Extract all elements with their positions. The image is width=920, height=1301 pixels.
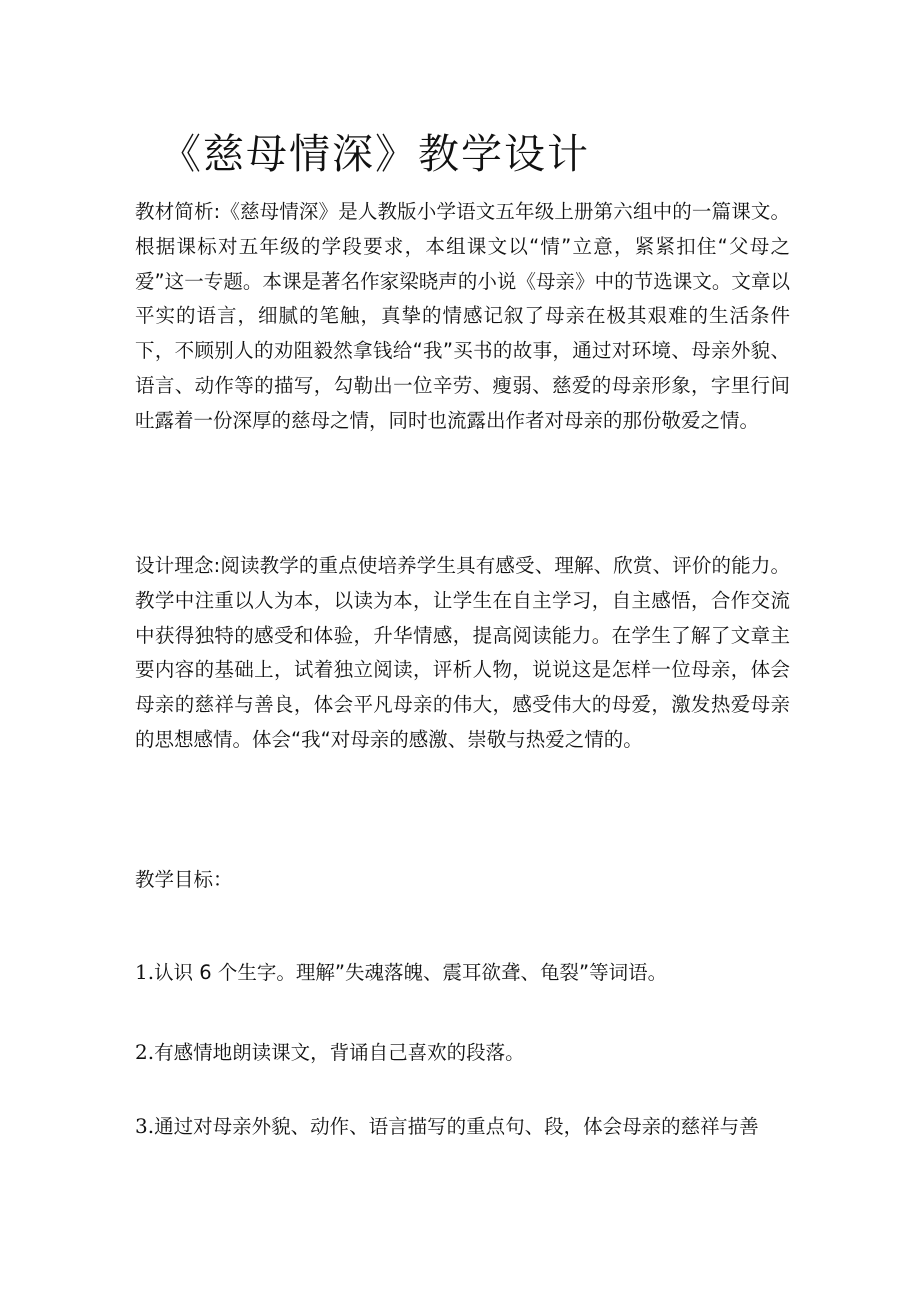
document-title: 《慈母情深》教学设计 [160, 130, 590, 178]
goal-item-1 [135, 955, 790, 990]
intro-paragraph: 教材简析:《慈母情深》是人教版小学语文五年级上册第六组中的一篇课文。根据课标对五年级的学段要求，本组课文以“情”立意，紧紧扣住“父母之爱”这一专题。本课是著名作家梁晓声的小说《母亲》中的节选课文。文章以平实的语言，细腻的笔触，真挚的情感记叙了母亲在极其艰难的生活条件下，不顾别人的劝阻毅然拿钱给“我”买书的故事，通过对环境、母亲外貌、语言、动作等的描写，勾勒出一位辛劳、瘦弱、慈爱的母亲形象，字里行间吐露着一份深厚的慈母之情，同时也流露出作者对母亲的那份敬爱之情。 [135, 200, 790, 432]
goal-number: 3. [135, 1114, 155, 1138]
goal-number: 2. [135, 1040, 155, 1064]
goal-item-2 [135, 1035, 790, 1070]
goals-heading: 教学目标： [135, 868, 233, 891]
goal-text: 认识 6 个生字。理解”失魂落魄、震耳欲聋、龟裂”等词语。 [154, 961, 668, 984]
goal-text: 通过对母亲外貌、动作、语言描写的重点句、段，体会母亲的慈祥与善 [154, 1115, 759, 1138]
goal-text: 有感情地朗读课文，背诵自己喜欢的段落。 [154, 1041, 525, 1064]
goal-item-3 [135, 1109, 790, 1144]
goal-number: 1. [135, 960, 155, 984]
concept-paragraph: 设计理念:阅读教学的重点使培养学生具有感受、理解、欣赏、评价的能力。教学中注重以人为本，以读为本，让学生在自主学习，自主感悟，合作交流中获得独特的感受和体验，升华情感，提高阅读能力。在学生了解了文章主要内容的基础上，试着独立阅读，评析人物，说说这是怎样一位母亲，体会母亲的慈祥与善良，体会平凡母亲的伟大，感受伟大的母爱，激发热爱母亲的思想感情。体会“我“对母亲的感激、崇敬与热爱之情的。 [135, 554, 790, 751]
